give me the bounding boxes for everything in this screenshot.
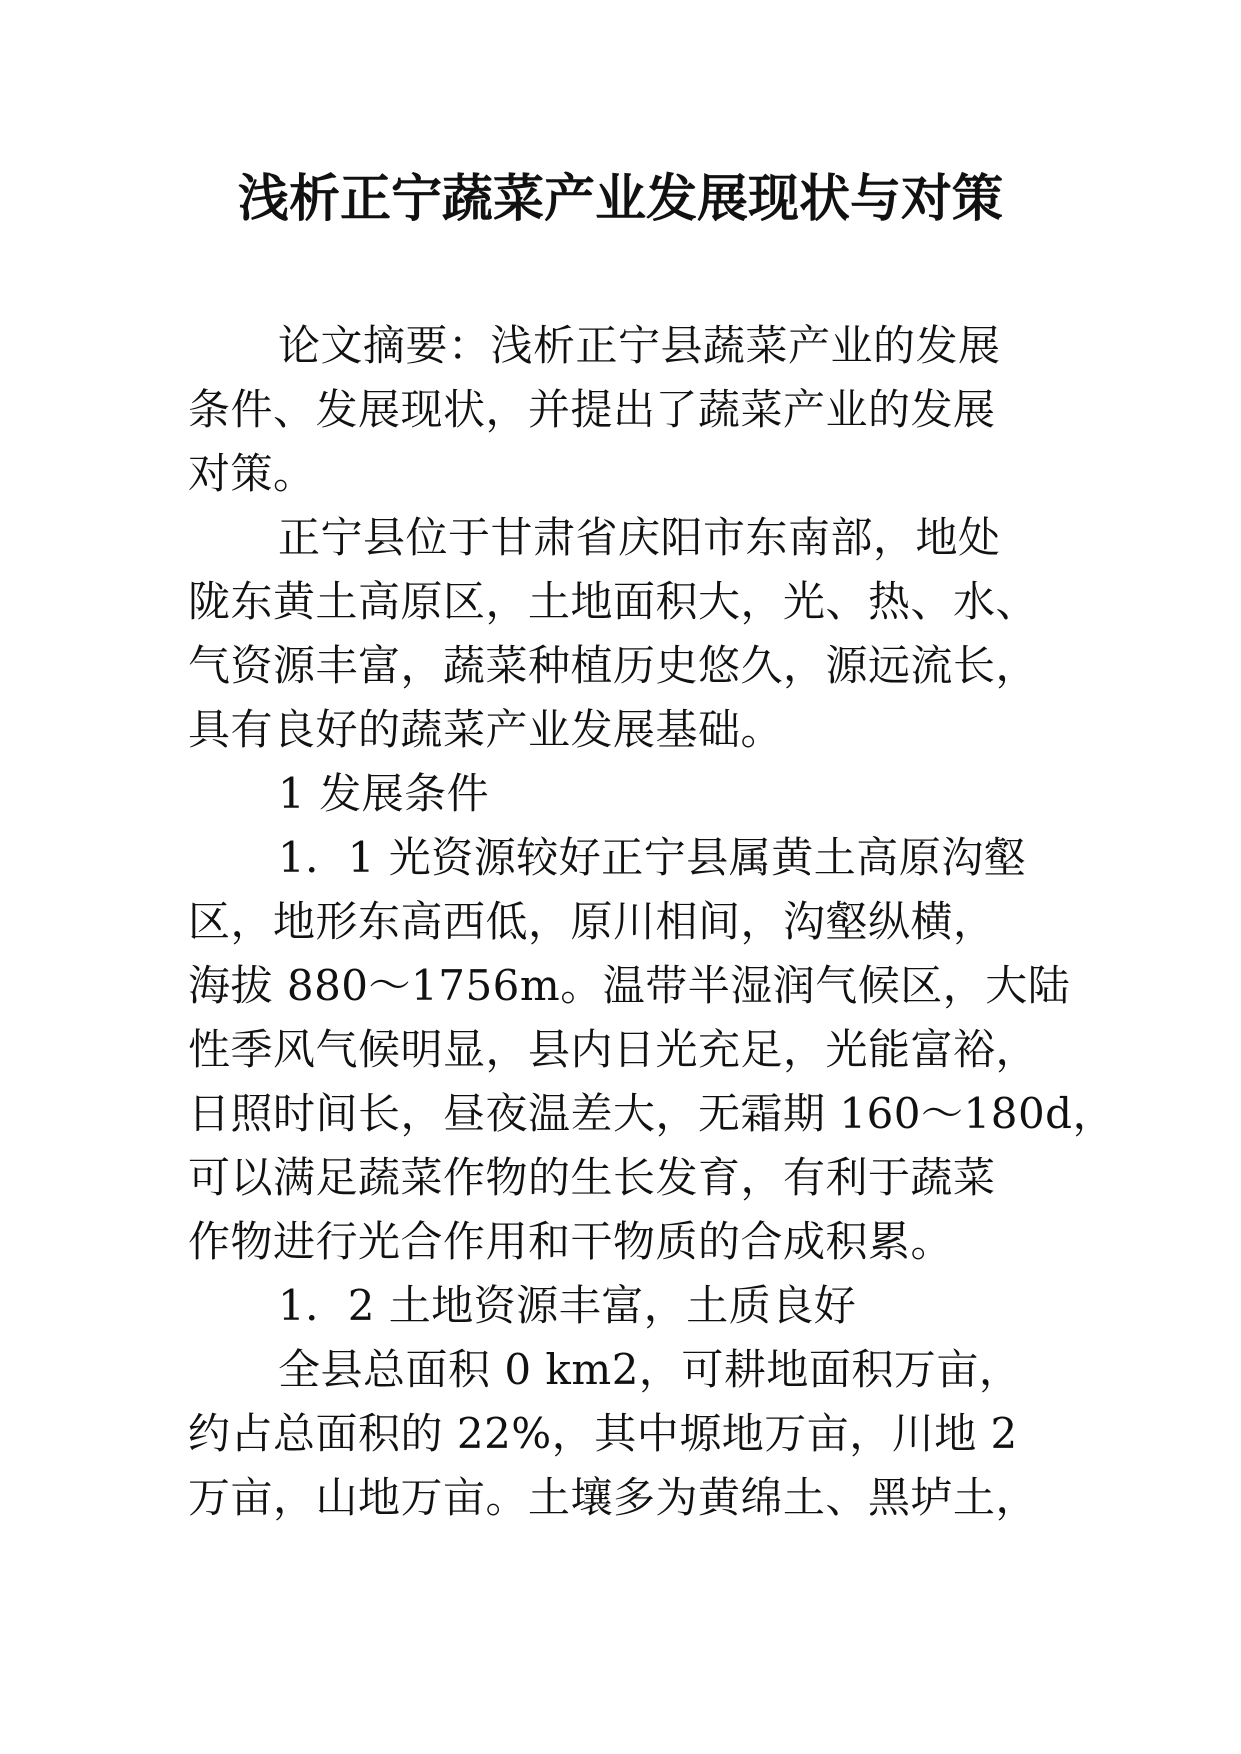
section-heading: 1 发展条件 — [278, 769, 490, 818]
subsection-1-1-line: 可以满足蔬菜作物的生长发育，有利于蔬菜 — [188, 1153, 996, 1202]
intro-line: 正宁县位于甘肃省庆阳市东南部，地处 — [278, 513, 1001, 562]
subsection-1-2-line: 约占总面积的 22%，其中塬地万亩，川地 2 — [188, 1409, 1018, 1458]
intro-line: 陇东黄土高原区，土地面积大，光、热、水、 — [188, 577, 1039, 626]
subsection-1-1-line: 性季风气候明显，县内日光充足，光能富裕， — [188, 1025, 1039, 1074]
subsection-heading: 1．2 土地资源丰富，土质良好 — [278, 1281, 857, 1330]
intro-line: 气资源丰富，蔬菜种植历史悠久，源远流长， — [188, 641, 1039, 690]
abstract-line: 对策。 — [188, 449, 316, 498]
abstract-line: 条件、发展现状，并提出了蔬菜产业的发展 — [188, 385, 996, 434]
subsection-1-1-line: 1．1 光资源较好正宁县属黄土高原沟壑 — [278, 833, 1027, 882]
intro-line: 具有良好的蔬菜产业发展基础。 — [188, 705, 784, 754]
subsection-1-1-line: 海拔 880～1756m。温带半湿润气候区，大陆 — [188, 961, 1071, 1010]
document-body — [188, 314, 1116, 1530]
subsection-1-2-line: 万亩，山地万亩。土壤多为黄绵土、黑垆土， — [188, 1473, 1039, 1522]
subsection-1-1-line: 区，地形东高西低，原川相间，沟壑纵横， — [188, 897, 996, 946]
document-title: 浅析正宁蔬菜产业发展现状与对策 — [237, 170, 1003, 229]
subsection-1-1-line: 作物进行光合作用和干物质的合成积累。 — [188, 1217, 954, 1266]
subsection-1-1-line: 日照时间长，昼夜温差大，无霜期 160～180d， — [188, 1089, 1116, 1138]
abstract-line: 论文摘要：浅析正宁县蔬菜产业的发展 — [278, 321, 1001, 370]
subsection-1-2-line: 全县总面积 0 km2，可耕地面积万亩， — [278, 1345, 1022, 1394]
